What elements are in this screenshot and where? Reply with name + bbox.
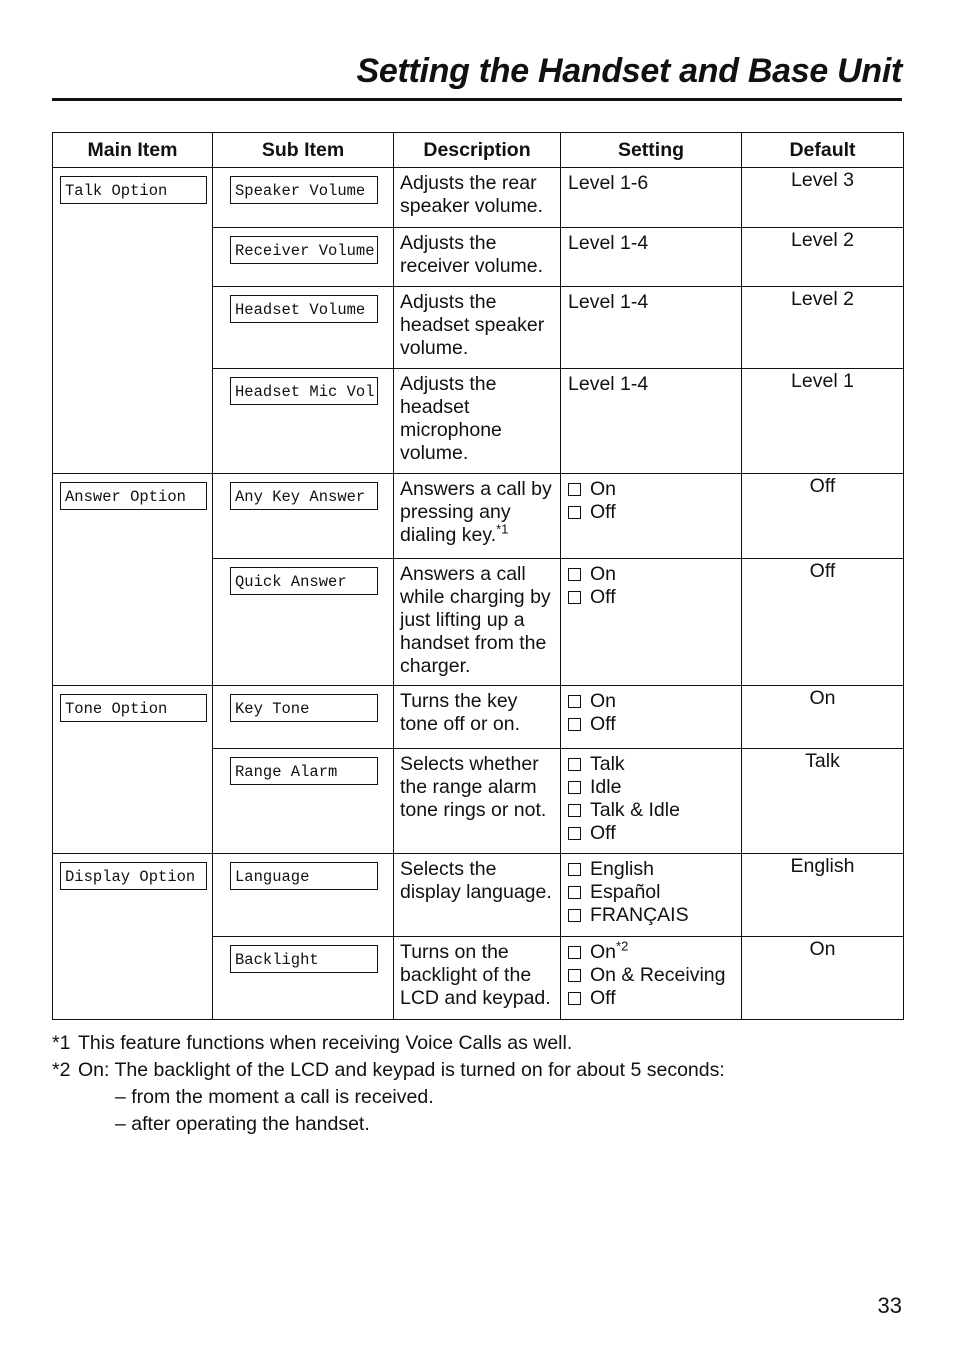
setting-cell <box>561 686 742 749</box>
table-row <box>53 686 904 749</box>
page-number: 33 <box>877 1293 902 1318</box>
footnotes <box>52 1030 725 1138</box>
sub-item-cell <box>213 854 394 937</box>
footnote-2-item: – after operating the handset. <box>115 1113 370 1135</box>
default-cell: Level 2 <box>742 228 904 287</box>
sub-item-cell <box>213 749 394 854</box>
option-item <box>568 987 737 1010</box>
header-description: Description <box>394 133 561 168</box>
sub-item-cell <box>213 686 394 749</box>
option-item <box>568 964 737 987</box>
header-setting: Setting <box>561 133 742 168</box>
checkbox-icon <box>568 886 581 899</box>
option-item <box>568 799 737 822</box>
option-item <box>568 822 737 845</box>
option-item <box>568 904 737 927</box>
default-cell: Off <box>742 474 904 559</box>
sub-item-cell <box>213 287 394 369</box>
checkbox-icon <box>568 804 581 817</box>
option-label: FRANÇAIS <box>590 904 689 926</box>
checkbox-icon <box>568 506 581 519</box>
main-item-cell <box>53 474 213 686</box>
option-item <box>568 586 737 609</box>
description-cell: Adjusts the headset microphone volume. <box>394 369 561 474</box>
header-default: Default <box>742 133 904 168</box>
main-item-cell <box>53 686 213 854</box>
option-label: On & Receiving <box>590 964 726 986</box>
option-item <box>568 753 737 776</box>
footnote-text: On: The backlight of the LCD and keypad is turned on for about 5 seconds: <box>78 1059 725 1081</box>
sub-item-cell <box>213 168 394 228</box>
option-label: On <box>590 478 617 500</box>
setting-cell <box>561 937 742 1020</box>
option-item <box>568 478 737 501</box>
footnote-ref: *1 <box>496 521 509 537</box>
option-label: Off <box>590 501 616 523</box>
table-row <box>53 168 904 228</box>
sub-item-headset-mic-vol: Headset Mic Vol <box>230 377 378 405</box>
option-label: On <box>590 690 617 712</box>
checkbox-icon <box>568 863 581 876</box>
setting-cell <box>561 559 742 686</box>
default-cell: On <box>742 686 904 749</box>
option-item <box>568 881 737 904</box>
sub-item-cell <box>213 369 394 474</box>
checkbox-icon <box>568 969 581 982</box>
option-label: On <box>590 563 617 585</box>
footnote-2 <box>52 1057 725 1084</box>
option-item <box>568 713 737 736</box>
sub-item-key-tone: Key Tone <box>230 694 378 722</box>
checkbox-icon <box>568 758 581 771</box>
checkbox-icon <box>568 992 581 1005</box>
description-cell <box>394 474 561 559</box>
footnote-mark: *1 <box>52 1032 71 1054</box>
main-item-cell <box>53 168 213 474</box>
checkbox-icon <box>568 483 581 496</box>
checkbox-icon <box>568 591 581 604</box>
page-title: Setting the Handset and Base Unit <box>356 52 902 90</box>
table-header-row <box>53 133 904 168</box>
sub-item-quick-answer: Quick Answer <box>230 567 378 595</box>
option-label: Idle <box>590 776 622 798</box>
sub-item-range-alarm: Range Alarm <box>230 757 378 785</box>
title-rule <box>52 98 902 101</box>
description-cell: Adjusts the headset speaker volume. <box>394 287 561 369</box>
description-cell: Turns on the backlight of the LCD and keypad. <box>394 937 561 1020</box>
sub-item-headset-volume: Headset Volume <box>230 295 378 323</box>
setting-cell <box>561 854 742 937</box>
description-cell: Adjusts the rear speaker volume. <box>394 168 561 228</box>
sub-item-cell <box>213 228 394 287</box>
default-cell: English <box>742 854 904 937</box>
description-cell: Answers a call while charging by just lifting up a handset from the charger. <box>394 559 561 686</box>
table-row <box>53 854 904 937</box>
default-cell: Talk <box>742 749 904 854</box>
footnote-ref: *2 <box>616 938 629 954</box>
setting-cell: Level 1-4 <box>561 369 742 474</box>
setting-cell: Level 1-6 <box>561 168 742 228</box>
option-label: Off <box>590 586 616 608</box>
header-main-item: Main Item <box>53 133 213 168</box>
option-item <box>568 938 737 964</box>
main-item-answer-option: Answer Option <box>60 482 207 510</box>
sub-item-backlight: Backlight <box>230 945 378 973</box>
setting-cell <box>561 749 742 854</box>
default-cell: On <box>742 937 904 1020</box>
sub-item-receiver-volume: Receiver Volume <box>230 236 378 264</box>
option-label: Talk <box>590 753 625 775</box>
option-label: Español <box>590 881 661 903</box>
default-cell: Level 1 <box>742 369 904 474</box>
checkbox-icon <box>568 827 581 840</box>
description-cell: Turns the key tone off or on. <box>394 686 561 749</box>
main-item-cell <box>53 854 213 1020</box>
sub-item-speaker-volume: Speaker Volume <box>230 176 378 204</box>
checkbox-icon <box>568 695 581 708</box>
option-item <box>568 776 737 799</box>
setting-cell: Level 1-4 <box>561 228 742 287</box>
footnote-mark: *2 <box>52 1059 71 1081</box>
header-sub-item: Sub Item <box>213 133 394 168</box>
option-label: On <box>590 941 617 963</box>
option-item <box>568 563 737 586</box>
option-item <box>568 690 737 713</box>
default-cell: Level 2 <box>742 287 904 369</box>
sub-item-cell <box>213 559 394 686</box>
setting-cell <box>561 474 742 559</box>
footnote-text: This feature functions when receiving Voice Calls as well. <box>78 1032 573 1054</box>
description-cell: Adjusts the receiver volume. <box>394 228 561 287</box>
description-text: Answers a call by pressing any dialing key. <box>400 478 552 546</box>
option-item <box>568 501 737 524</box>
option-label: Off <box>590 987 616 1009</box>
checkbox-icon <box>568 718 581 731</box>
option-label: English <box>590 858 654 880</box>
settings-table <box>52 132 904 1020</box>
footnote-1 <box>52 1030 725 1057</box>
sub-item-cell <box>213 474 394 559</box>
footnote-2-item: – from the moment a call is received. <box>115 1086 434 1108</box>
checkbox-icon <box>568 909 581 922</box>
checkbox-icon <box>568 781 581 794</box>
checkbox-icon <box>568 568 581 581</box>
main-item-tone-option: Tone Option <box>60 694 207 722</box>
sub-item-language: Language <box>230 862 378 890</box>
default-cell: Level 3 <box>742 168 904 228</box>
sub-item-any-key-answer: Any Key Answer <box>230 482 378 510</box>
option-label: Off <box>590 822 616 844</box>
table-row <box>53 474 904 559</box>
option-label: Off <box>590 713 616 735</box>
option-item <box>568 858 737 881</box>
option-label: Talk & Idle <box>590 799 680 821</box>
main-item-display-option: Display Option <box>60 862 207 890</box>
checkbox-icon <box>568 946 581 959</box>
description-cell: Selects whether the range alarm tone rings or not. <box>394 749 561 854</box>
sub-item-cell <box>213 937 394 1020</box>
default-cell: Off <box>742 559 904 686</box>
main-item-talk-option: Talk Option <box>60 176 207 204</box>
description-cell: Selects the display language. <box>394 854 561 937</box>
setting-cell: Level 1-4 <box>561 287 742 369</box>
